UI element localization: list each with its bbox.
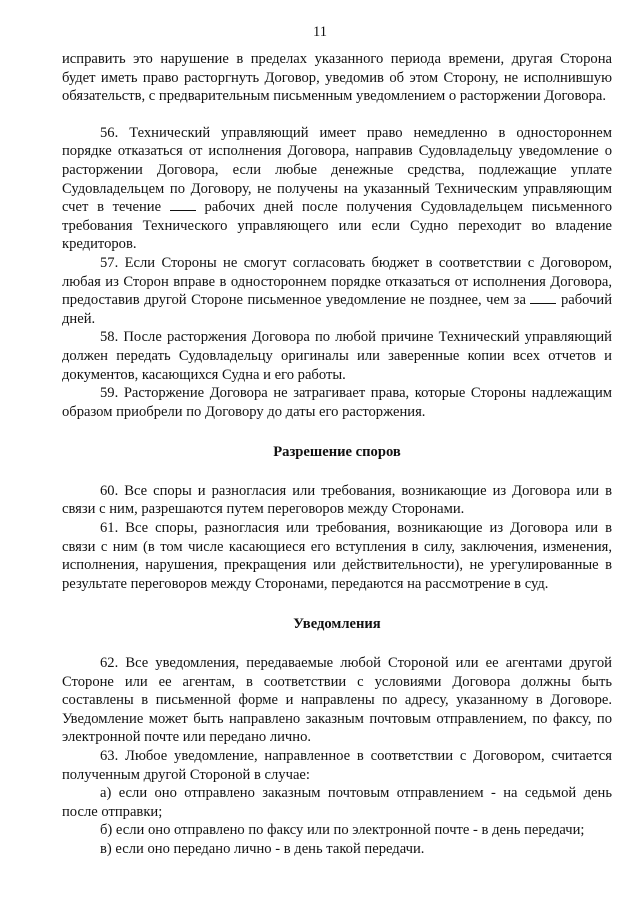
- paragraph-61: 61. Все споры, разногласия или требования, возникающие из Договора или в связи с ним (в том числе касающиеся его вступления в силу, заключения, изменения, исполнения, нарушения, прекращения или действительности), не урегулированные в результате переговоров между Сторонами, передаются на рассмотрение в суд.: [62, 520, 612, 592]
- blank-field: [170, 198, 196, 211]
- paragraph-57-part-b: рабочий дней.: [62, 292, 613, 327]
- paragraph-57-part-a: 57. Если Стороны не смогут согласовать бюджет в соответствии с Договором, любая из Сторон вправе в одностороннем порядке отказаться от исполнения Договора, предоставив другой Стороне письменное уведомление не позднее, чем за: [62, 254, 612, 309]
- paragraph-60: 60. Все споры и разногласия или требования, возникающие из Договора или в связи с ним, разрешаются путем переговоров между Сторонами.: [62, 482, 612, 518]
- blank-field: [530, 291, 556, 304]
- paragraph-57: [62, 254, 612, 328]
- paragraph-59: 59. Расторжение Договора не затрагивает права, которые Стороны надлежащим образом приобрели по Договору до даты его расторжения.: [62, 385, 612, 420]
- paragraph-63-item-c: в) если оно передано лично - в день такой передачи.: [100, 840, 425, 857]
- page-number: 11: [313, 24, 327, 40]
- paragraph-63-item-a: а) если оно отправлено заказным почтовым отправлением - на седьмой день после отправки;: [62, 785, 612, 820]
- paragraph-56: [62, 124, 612, 254]
- paragraph-62: 62. Все уведомления, передаваемые любой Стороной или ее агентами другой Стороне или ее агентам, в соответствии с условиями Договора должны быть составлены в письменной форме и направлены по адресу, указанному в Договоре. Уведомление может быть направлено заказным почтовым отправлением, по факсу, по электронной почте или передано лично.: [62, 655, 612, 746]
- paragraph-56-part-b: рабочих дней после получения Судовладельцем письменного требования Технического управляющего или если Судно переходит во владение кредиторов.: [62, 199, 612, 253]
- page-content: [62, 50, 612, 859]
- paragraph-continuation: исправить это нарушение в пределах указанного периода времени, другая Сторона будет иметь право расторгнуть Договор, уведомив об этом Сторону, не исполнившую обязательств, с предварительным письменным уведомлением о расторжении Договора.: [62, 51, 612, 105]
- paragraph-58: 58. После расторжения Договора по любой причине Технический управляющий должен передать Судовладельцу оригиналы или заверенные копии всех отчетов и документов, касающихся Судна и его работы.: [62, 329, 612, 383]
- paragraph-56-part-a: 56. Технический управляющий имеет право немедленно в одностороннем порядке отказаться от исполнения Договора, направив Судовладельцу уведомление о расторжении Договора, если любые денежные средства, подлежащие уплате Судовладельцем по Договору, не получены на указанный Техническим управляющим счет в течение: [62, 124, 612, 216]
- paragraph-63: 63. Любое уведомление, направленное в соответствии с Договором, считается полученным другой Стороной в случае:: [62, 748, 612, 783]
- heading-disputes: Разрешение споров: [273, 444, 401, 461]
- heading-notices: Уведомления: [293, 616, 381, 633]
- paragraph-63-item-b: б) если оно отправлено по факсу или по электронной почте - в день передачи;: [100, 822, 585, 839]
